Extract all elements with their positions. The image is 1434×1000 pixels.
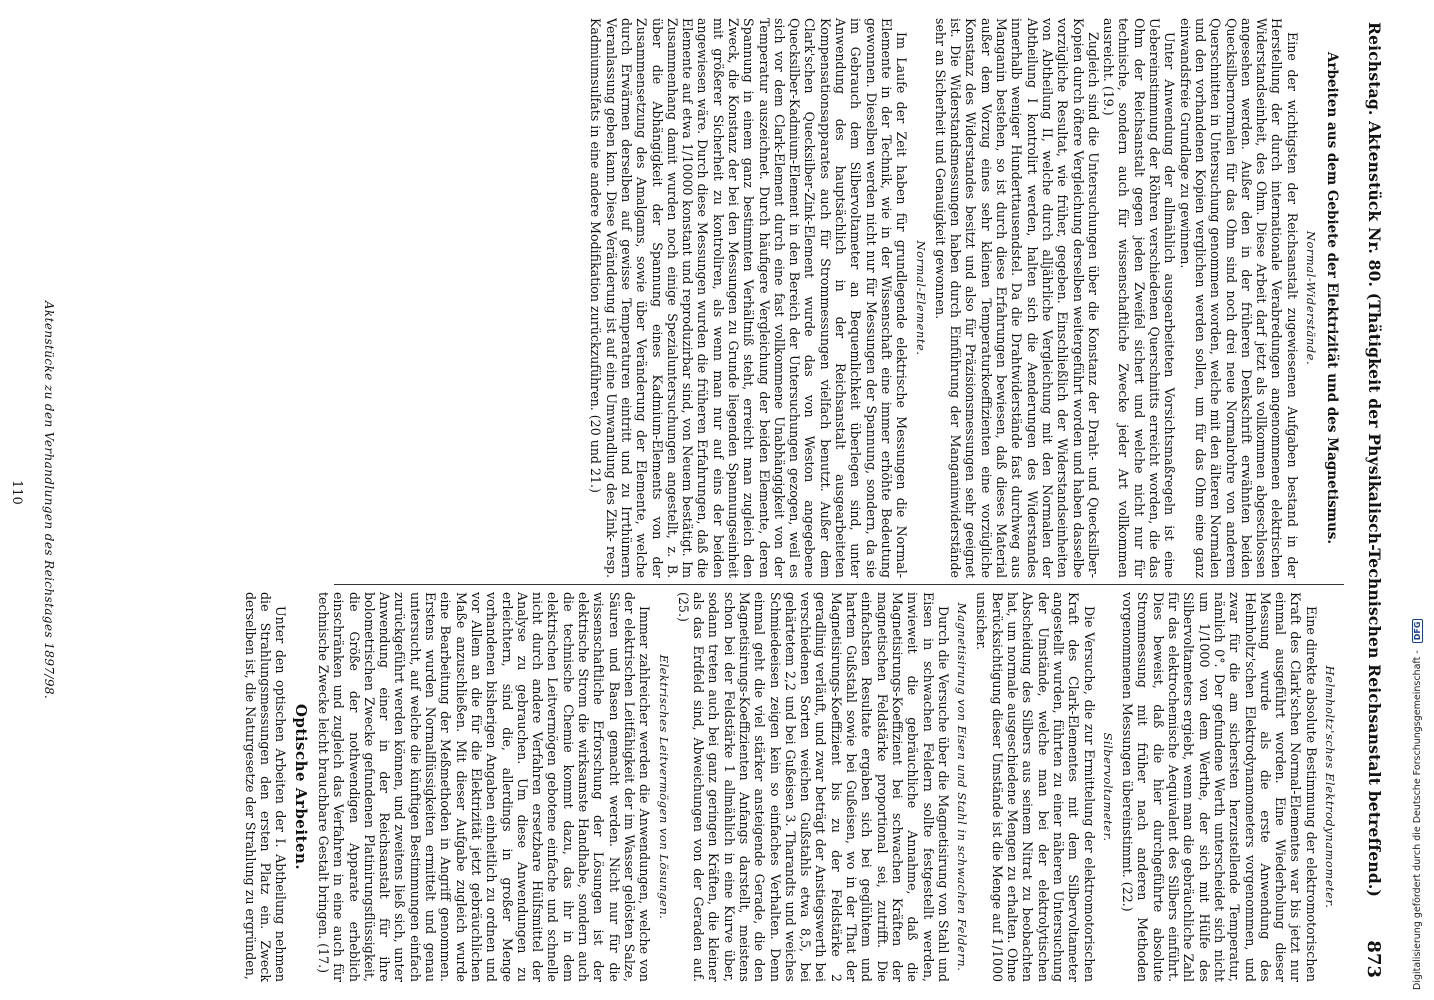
digitization-note <box>1412 619 1423 990</box>
paragraph: Die Versuche, die zur Ermittelung der elektromotorischen Kraft des Clark-Elementes mit dem Silbervoltameter angestellt wurden, führten zu einer näheren Untersuchung der Umstände, welche man bei der elektrolytischen Abscheidung des Silbers aus seinem Nitrat zu beobachten hat, um normale ausgeschiedene Mengen zu erhalten. Ohne Berücksichtigung dieser Umstände ist die Menge auf 1/1000 unsicher. <box>974 592 1097 982</box>
subheading: Magnetisirung von Eisen und Stahl in schwachen Feldern. <box>955 602 970 972</box>
running-title: Reichstag. Aktenstück Nr. 80. (Thätigkeit der Physikalisch-Technischen Reichsanstalt betreffend.) <box>1365 22 1384 898</box>
paragraph: Unter den optischen Arbeiten der I. Abtheilung nehmen die Strahlungsmessungen den ersten Platz ein. Zweck derselben ist, die Naturgesetze der Strahlung zu ergründen, <box>242 592 289 982</box>
left-column <box>588 18 1342 578</box>
paragraph: Zugleich sind die Untersuchungen über die Konstanz der Draht- und Quecksilber-Kopien durch öftere Vergleichung derselben weitergeführt worden und haben dasselbe vorzügliche Resultat, wie früher, gegeben. Einschließlich der Widerstandseinheiten von Abtheilung II, welche durch alljährliche Vergleichung mit den Normalen der Abtheilung I kontrolirt werden, halten sich die Aenderungen des Widerstandes innerhalb weniger Hunderttausendstel. Da die Drahtwiderstände fast durchweg aus Manganin bestehen, so ist durch diese Erfahrungen bewiesen, daß dieses Material außer dem Vorzug eines sehr kleinen Temperaturkoeffizienten eine vorzügliche Konstanz des Widerstandes besitzt und also für Präzisionsmessungen sehr geeignet ist. Die Widerstandsmessungen haben durch Einführung der Manganinwiderstände sehr an Sicherheit und Genauigkeit gewonnen. <box>932 18 1101 578</box>
digitization-text: Digitalisierung gefördert durch die Deutsche Forschungsgemeinschaft - <box>1412 650 1423 990</box>
paragraph: Immer zahlreicher werden die Anwendungen, welche von der elektrischen Leitfähigkeit der im Wasser gelösten Salze, Säuren und Basen gemacht werden. Nicht nur für die wissenschaftliche Erforschung der Lösungen ist der elektrische Strom die wirksamste Handhabe, sondern auch die technische Chemie kommt dazu, das ihr in dem elektrischen Leitvermögen gebotene einfache und schnelle nicht durch andere Verfahren ersetzbare Hülfsmittel der Analyse zu gebrauchen. Um diese Anwendungen zu erleichtern, sind die, allerdings in großer Menge vorhandenen bisherigen Angaben einheitlich zu ordnen und vor Allem an die für die Elektrizität jetzt gebräuchlichen Maße anzuschließen. Mit dieser Aufgabe zugleich wurde eine Bearbeitung der Meßmethoden in Angriff genommen. Erstens wurden Normalflüssigkeiten ermittelt und genau untersucht, auf welche die künftigen Bestimmungen einfach zurückgeführt werden können, und zweitens ließ sich, unter Anwendung einer in der Reichsanstalt für ihre bolometrischen Zwecke gefundenen Platinirungsflüssigkeit, die Größe der nothwendigen Apparate erheblich einschränken und zugleich das Verfahren in eine auch für technische Zwecke leicht brauchbare Gestalt bringen. (17.) <box>316 592 653 982</box>
dfg-logo: DFG <box>1412 619 1423 644</box>
section-title: Arbeiten aus dem Gebiete der Elektrizität und des Magnetismus. <box>1324 51 1340 545</box>
footer-line: Aktenstücke zu den Verhandlungen des Reichstages 1897/98. <box>42 300 56 700</box>
paragraph: Eine der wichtigsten der Reichsanstalt zugewiesenen Aufgaben bestand in der Herstellung der durch internationale Verabredungen angenommenen elektrischen Widerstandseinheit, des Ohm. Diese Arbeit darf jetzt als vollkommen abgeschlossen angesehen werden. Außer den in der früheren Denkschrift erwähnten beiden Quecksilbernormalen für das Ohm sind noch drei neue Normalrohre von anderem Querschnitten in Untersuchung genommen worden, welche mit den älteren Normalen und den vorhandenen Kopien verglichen werden sollen, um für das Ohm eine ganz einwandsfreie Grundlage zu gewinnen. <box>1177 18 1300 578</box>
page-header <box>1348 22 1384 978</box>
subheading: Helmholtz'sches Elektrodynamometer. <box>1323 665 1337 909</box>
right-column <box>243 592 1342 982</box>
section-title: Optische Arbeiten. <box>291 703 310 871</box>
paragraph: Unter Anwendung der allmählich ausgearbeiteten Vorsichtsmaßregeln ist eine Uebereinstimmung der Röhren verschiedenen Querschnitts erreicht worden, die das Ohm der Reichsanstalt gegen jeden Zweifel sichert und welche nicht nur für technische, sondern auch für wissenschaftliche Zwecke jeder Art vollkommen ausreicht. (19.) <box>1101 18 1178 578</box>
subheading: Normal-Elemente. <box>913 240 928 356</box>
subheading: Silbervoltameter. <box>1100 732 1115 842</box>
paragraph: Im Laufe der Zeit haben für grundlegende elektrische Messungen die Normal-Elemente in der Technik, wie in der Wissenschaft eine immer erhöhte Bedeutung gewonnen. Dieselben werden nicht nur für Messungen der Spannung, sondern, da sie im Gebrauch dem Silbervoltameter an Bequemlichkeit überlegen sind, unter Anwendung des hauptsächlich in der Reichsanstalt ausgearbeiteten Kompensationsapparates auch für Strommessungen vielfach benutzt. Außer dem Clark'schen Quecksilber-Zink-Element wurde das von Weston angegebene Quecksilber-Kadmium-Element in den Bereich der Untersuchungen gezogen, weil es sich vor dem Clark-Element durch eine fast vollkommene Unabhängigkeit von der Temperatur auszeichnet. Durch häufigere Vergleichung der beiden Elemente, deren Spannung in einem ganz bestimmten Verhältniß steht, erreicht man zugleich den Zweck, die Konstanz der bei den Messungen zu Grunde liegenden Spannungseinheit mit größerer Sicherheit zu kontroliren, als wenn man nur auf eins der beiden angewiesen wäre. Durch diese Messungen wurden die früheren Erfahrungen, daß die Elemente auf etwa 1/10000 konstant und reproduzirbar sind, von Neuem bestätigt. Im Zusammenhang damit wurden noch einige Spezialuntersuchungen angestellt, z. B. über die Abhängigkeit der Spannung eines Kadmium-Elements von der Zusammensetzung des Amalgams, sowie über Veränderung der Elemente, welche durch Erwärmen derselben auf gewisse Temperaturen eintritt und zu Irrthümern Veranlassung geben kann. Diese Veränderung ist auf eine Umwandlung des Zink- resp. Kadmiumsulfats in eine andere Modifikation zurückzuführen. (20 und 21.) <box>588 18 910 578</box>
column-divider <box>334 584 1344 585</box>
subheading: Normal-Widerstände. <box>1304 230 1318 366</box>
paragraph: Eine direkte absolute Bestimmung der elektromotorischen Kraft des Clark'schen Normal-Elementes war bis jetzt nur einmal ausgeführt worden. Eine Wiederholung dieser Messung wurde als die erste Anwendung des Helmholtz'schen Elektrodynamometers vorgenommen, und zwar für die am sichersten herzustellende Temperatur, nämlich 0°. Der gefundene Werth unterscheidet sich nicht um 1/1000 von dem Werthe, der sich mit Hülfe des Silbervoltameters ergiebt, wenn man die gebräuchliche Zahl für das elektrochemische Aequivalent des Silbers einführt. Dies beweist, daß die hier durchgeführte absolute Strommessung mit früher nach anderen Methoden vorgenommenen Messungen übereinstimmt. (22.) <box>1120 592 1319 982</box>
subheading: Elektrisches Leitvermögen von Lösungen. <box>656 654 671 920</box>
page-number: 873 <box>1363 940 1384 978</box>
digitization-strip <box>1412 0 1434 1000</box>
footer-page-number: 110 <box>9 480 24 505</box>
paragraph: Durch die Versuche über die Magnetisirung von Stahl und Eisen in schwachen Feldern sollte festgestellt werden, inwieweit die gebräuchliche Annahme, daß die Magnetisirungs-Koeffizient bei schwachen Kräften der magnetischen Feldstärke proportional sei, zutrifft. Die einfachsten Resultate ergaben sich bei geglühtem und hartem Gußstahl sowie bei Gußeisen, wo in der That der Magnetisirungs-Koeffizient bis zu der Feldstärke 2 geradlinig verläuft, und zwar beträgt der Anstiegswerth bei verschiedenen Sorten weichen Gußstahls etwa 8,5, bei gehärtetem 2,2 und bei Gußeisen 3. Tharandts und weiches Schmiedeeisen zeigen kein so einfaches Verhalten. Denn einmal geht die viel stärker ansteigende Gerade, die den Magnetisirungs-Koeffizienten Anfangs darstellt, meistens schon bei der Feldstärke 1 allmählich in eine Kurve über, sodann treten auch bei ganz geringen Kräften, die kleiner als das Erdfeld sind, Abweichungen von der Geraden auf. (25.) <box>675 592 951 982</box>
